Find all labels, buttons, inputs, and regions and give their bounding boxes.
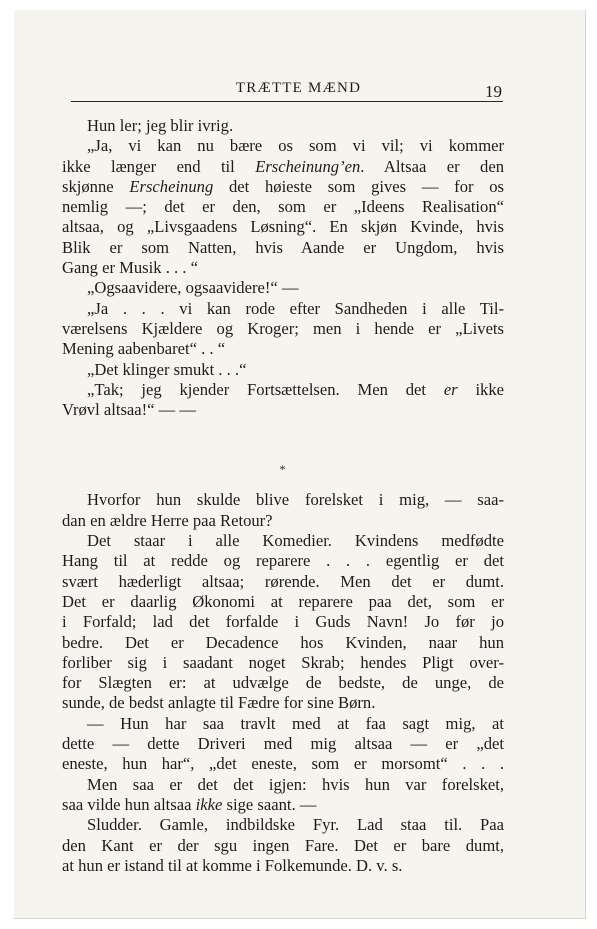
text-line: dette — dette Driveri med mig altsaa — er „det	[62, 734, 504, 754]
text-line: Det staar i alle Komedier. Kvindens medfødte	[87, 531, 504, 551]
text-line: svært hæderligt altsaa; rørende. Men det er dumt.	[62, 571, 504, 591]
header-rule	[71, 101, 503, 102]
text-line: at hun er istand til at komme i Folkemunde. D. v. s.	[62, 855, 403, 875]
text-line: skjønne Erscheinung det høieste som gives — for os	[62, 176, 504, 196]
section-2	[62, 490, 504, 876]
text-line: — Hun har saa travlt med at faa sagt mig, at	[87, 713, 504, 733]
text-line: i Forfald; lad det forfalde i Guds Navn! Jo før jo	[62, 612, 504, 632]
text-line: Hang til at redde og reparere . . . egentlig er det	[62, 551, 504, 571]
text-line: Sludder. Gamle, indbildske Fyr. Lad staa til. Paa	[87, 815, 504, 835]
text-line: eneste, hun har“, „det eneste, som er morsomt“ . . .	[62, 754, 504, 774]
running-head: TRÆTTE MÆND	[235, 80, 362, 96]
text-line: dan en ældre Herre paa Retour?	[62, 510, 273, 530]
text-line: Gang er Musik . . . “	[62, 258, 198, 278]
text-line: „Det klinger smukt . . .“	[87, 359, 247, 379]
text-line: bedre. Det er Decadence hos Kvinden, naar hun	[62, 632, 504, 652]
text-line: „Tak; jeg kjender Fortsættelsen. Men det er ikke	[87, 379, 505, 399]
text-line: „Ja . . . vi kan rode efter Sandheden i alle Til-	[87, 298, 504, 318]
text-line: „Ogsaavidere, ogsaavidere!“ —	[87, 278, 299, 298]
text-line: Hun ler; jeg blir ivrig.	[87, 116, 234, 135]
text-line: Mening aabenbaret“ . . “	[62, 339, 226, 359]
text-line: altsaa, og „Livsgaadens Løsning“. En skjøn Kvinde, hvis	[62, 217, 504, 237]
text-line: ikke længer end til Erscheinung’en. Altsaa er den	[62, 156, 504, 176]
body-text	[62, 116, 504, 876]
text-line: forliber sig i saadant noget Skrab; hendes Pligt over-	[62, 652, 504, 672]
text-line: den Kant er der sgu ingen Fare. Det er bare dumt,	[62, 835, 504, 855]
text-line: Det er daarlig Økonomi at reparere paa det, som er	[62, 591, 504, 611]
text-line: nemlig —; det er den, som er „Ideens Realisation“	[62, 197, 504, 217]
section-1	[62, 116, 504, 420]
text-line: „Ja, vi kan nu bære os som vi vil; vi kommer	[87, 136, 504, 156]
section-separator: *	[279, 462, 286, 477]
text-line: for Slægten er: at udvælge de bedste, de unge, de	[62, 673, 504, 693]
page-number: 19	[485, 82, 502, 101]
text-line: saa vilde hun altsaa ikke sige saant. —	[62, 794, 317, 814]
text-line: sunde, de bedst anlagte til Fædre for sine Børn.	[62, 693, 376, 713]
text-line: Vrøvl altsaa!“ — —	[62, 400, 197, 420]
text-line: Men saa er det det igjen: hvis hun var forelsket,	[87, 774, 504, 794]
text-line: Hvorfor hun skulde blive forelsket i mig, — saa-	[87, 490, 504, 510]
text-line: Blik er som Natten, hvis Aande er Ungdom, hvis	[62, 237, 504, 257]
text-line: værelsens Kjældere og Kroger; men i hende er „Livets	[62, 318, 504, 338]
